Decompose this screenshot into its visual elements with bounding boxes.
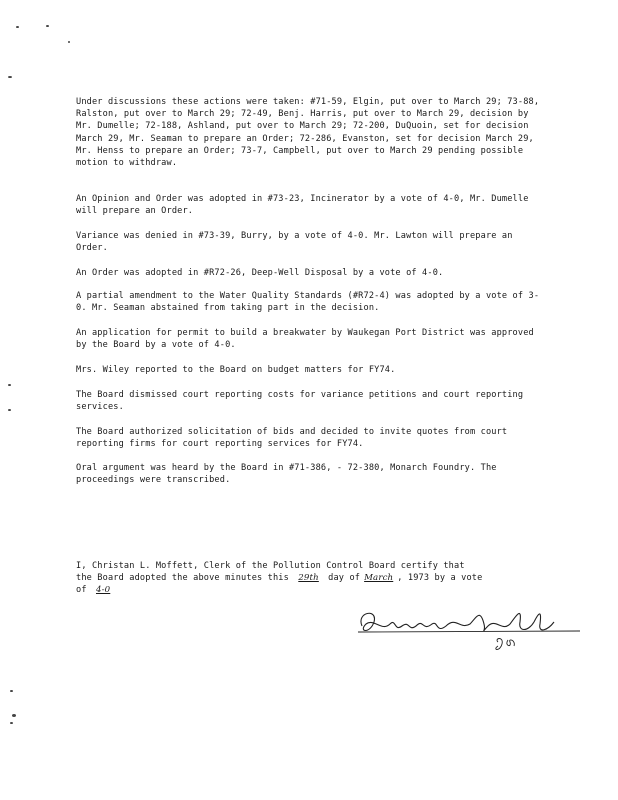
minutes-paragraph-budget: Mrs. Wiley reported to the Board on budget matters for FY74. <box>76 365 396 375</box>
certification-year: , 1973 by a vote <box>397 573 483 584</box>
certification-date-lead: the Board adopted the above minutes this <box>76 573 289 584</box>
scan-speck <box>16 26 19 28</box>
scan-speck <box>8 76 12 78</box>
minutes-paragraph-deep-well: An Order was adopted in #R72-26, Deep-Well Disposal by a vote of 4-0. <box>76 268 444 278</box>
scan-speck <box>46 25 49 27</box>
handwritten-day: 29th <box>298 573 319 584</box>
handwritten-vote: 4-0 <box>95 585 111 596</box>
minutes-paragraph-discussions: Under discussions these actions were taken: #71-59, Elgin, put over to March 29; 73-88, Ralston, put over to March 29; 72-49, Benj. Harris, put over to March 29, decision by Mr. Dumelle; 72-188, Ashland, put over to March 29; 72-200, DuQuoin, set for decision March 29, Mr. Seaman to prepare an Order; 72-286, Evanston, set for decision March 29, Mr. Henss to prepare an Order; 73-7, Campbell, put over to March 29 pending possible motion to withdraw. <box>76 97 540 169</box>
minutes-paragraph-incinerator: An Opinion and Order was adopted in #73-23, Incinerator by a vote of 4-0, Mr. Dumelle will prepare an Order. <box>76 194 529 217</box>
minutes-paragraph-burry: Variance was denied in #73-39, Burry, by a vote of 4-0. Mr. Lawton will prepare an Order. <box>76 231 513 254</box>
certification-day-of: day of <box>328 573 361 584</box>
certification-line-1: I, Christan L. Moffett, Clerk of the Pollution Control Board certify that <box>76 561 465 571</box>
handwritten-month: March <box>364 573 394 584</box>
minutes-paragraph-breakwater: An application for permit to build a breakwater by Waukegan Port District was approved by the Board by a vote of 4-0. <box>76 328 534 351</box>
clerk-signature <box>352 602 584 658</box>
certification-line-3 <box>76 584 556 596</box>
scan-speck <box>12 714 16 717</box>
scan-speck <box>8 409 11 411</box>
minutes-paragraph-oral-argument: Oral argument was heard by the Board in #71-386, - 72-380, Monarch Foundry. The proceedings were transcribed. <box>76 463 497 486</box>
clerk-certification <box>76 560 556 597</box>
minutes-paragraph-bids: The Board authorized solicitation of bids and decided to invite quotes from court reporting firms for court reporting services for FY74. <box>76 427 508 450</box>
certification-of: of <box>76 585 87 596</box>
scan-speck <box>68 41 70 43</box>
scan-speck <box>10 690 13 692</box>
scan-speck <box>8 384 11 386</box>
minutes-paragraph-court-costs: The Board dismissed court reporting costs for variance petitions and court reporting services. <box>76 390 524 413</box>
certification-line-2 <box>76 572 556 584</box>
minutes-paragraph-water-quality: A partial amendment to the Water Quality Standards (#R72-4) was adopted by a vote of 3-0. Mr. Seaman abstained from taking part in the decision. <box>76 291 540 314</box>
scan-speck <box>10 722 13 724</box>
